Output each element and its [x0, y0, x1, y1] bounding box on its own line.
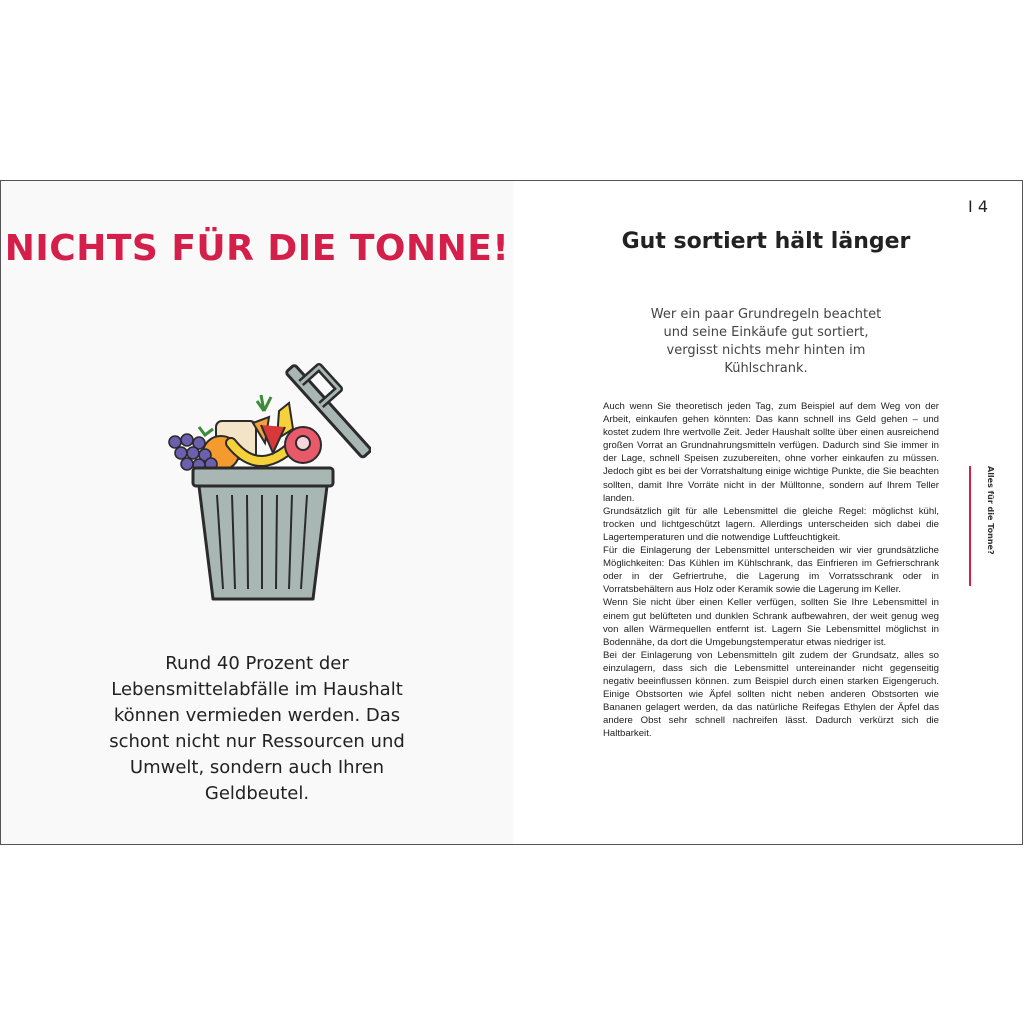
- page-number: I 4: [968, 197, 988, 216]
- body-paragraph: Auch wenn Sie theoretisch jeden Tag, zum Beispiel auf dem Weg von der Arbeit, einkaufen gehen könnten: Das kann schnell ins Geld gehen – und kostet zudem Ihre wertvolle Zeit. Jeder Haushalt sollte über einen ausreichend großen Vorrat an Grundnahrungsmitteln verfügen. Dadurch sind Sie immer in der Lage, schnell Speisen zuzubereiten, ohne vorher einkaufen zu müssen. Jedoch gibt es bei der Vorratshaltung einige wichtige Punkte, die Sie beachten sollten, damit Ihre Vorräte nicht in der Mülltonne, sondern auf Ihrem Teller landen.: [603, 401, 939, 504]
- section-title: Gut sortiert hält länger: [621, 229, 911, 254]
- bin-body: [193, 468, 333, 599]
- section-intro: Wer ein paar Grundregeln beachtet und seine Einkäufe gut sortiert, vergisst nichts mehr hinten im Kühlschrank.: [650, 307, 882, 376]
- left-page: [1, 181, 513, 844]
- book-spread: [0, 180, 1023, 845]
- food-pile: [169, 395, 321, 471]
- body-paragraph: Wenn Sie nicht über einen Keller verfügen, sollten Sie Ihre Lebensmittel in einem gut belüfteten und dunklen Schrank aufbewahren, der weit genug weg von allen Wärmequellen entfernt ist. Lagern Sie Lebensmittel möglichst in Bodennähe, da dort die Umgebungstemperatur etwas niedriger ist.: [603, 597, 939, 648]
- body-paragraph: Bei der Einlagerung von Lebensmitteln gilt zudem der Grundsatz, alles so einzulagern, dass sich die Lebensmittel untereinander nicht gegenseitig negativ beeinflussen können. zum Beispiel durch einen starken Eigengeruch. Einige Obstsorten wie Äpfel sollten nicht neben anderen Obstsorten wie Bananen gelagert werden, da das natürliche Reifegas Ethylen der Äpfel das andere Obst sehr schnell nachreifen lässt. Dadurch verkürzt sich die Haltbarkeit.: [603, 649, 939, 740]
- body-paragraph: Grundsätzlich gilt für alle Lebensmittel die gleiche Regel: möglichst kühl, trocken und lichtgeschützt lagern. Allerdings unterscheiden sich dabei die Lagertemperaturen und die notwendige Luftfeuchtigkeit.: [603, 505, 939, 543]
- page-caption: Rund 40 Prozent der Lebensmittelabfälle im Haushalt können vermieden werden. Das schont nicht nur Ressourcen und Umwelt, sondern auch Ihren Geldbeutel.: [109, 653, 405, 804]
- page-headline: NICHTS FÜR DIE TONNE!: [4, 228, 510, 269]
- running-head: Alles für die Tonne?: [969, 466, 995, 586]
- trash-bin-with-food-icon: [161, 343, 371, 603]
- body-paragraph: Für die Einlagerung der Lebensmittel unterscheiden wir vier grundsätzliche Möglichkeiten: Das Kühlen im Kühlschrank, das Einfrieren im Gefrierschrank oder in der Gefriertruhe, die Lagerung im Vorratsschrank oder in Vorratsbehältern aus Holz oder Keramik sowie die Lagerung im Keller.: [603, 545, 939, 596]
- body-text: [603, 400, 939, 740]
